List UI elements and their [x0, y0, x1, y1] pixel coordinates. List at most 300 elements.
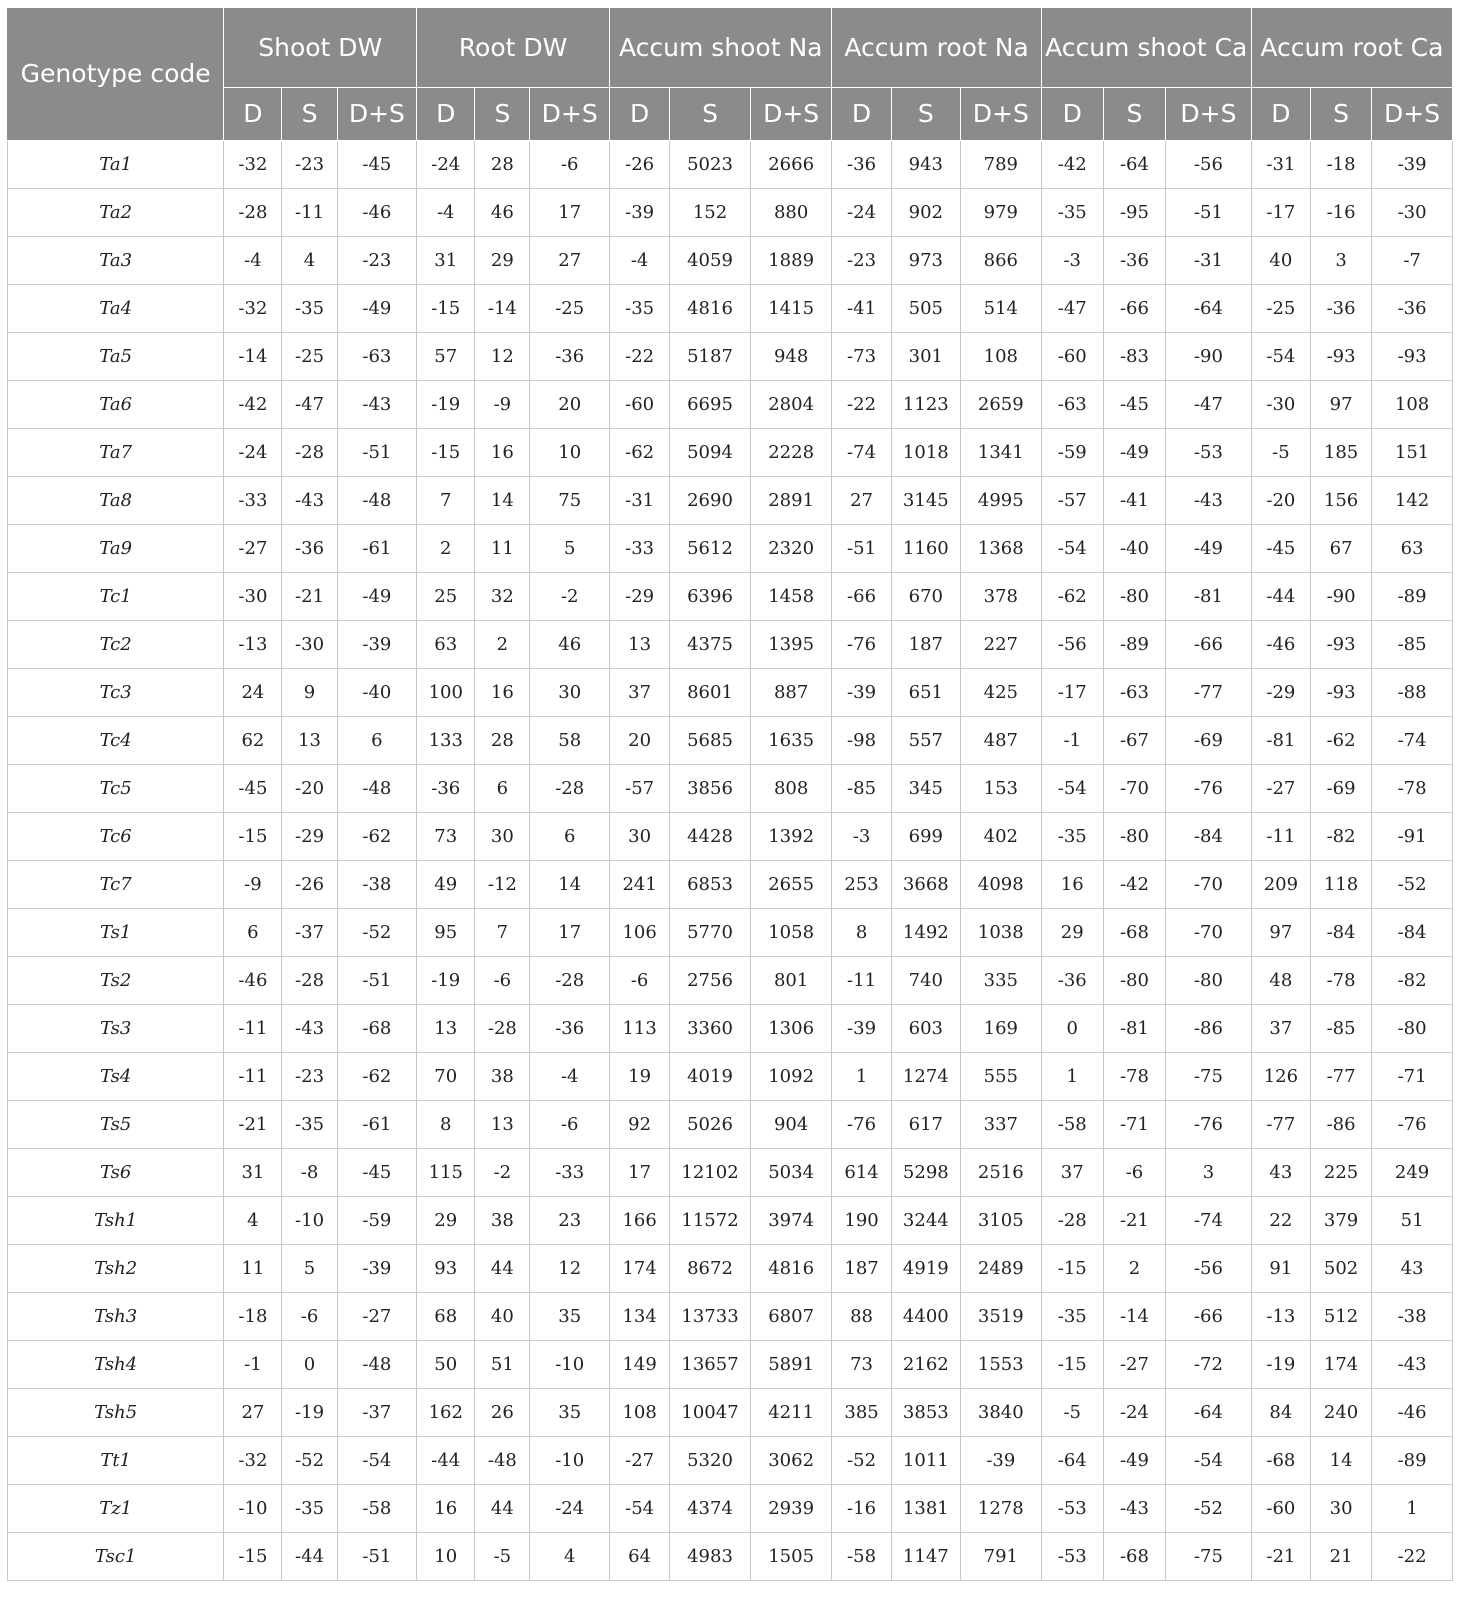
value-cell: 4 — [282, 237, 337, 285]
table-row — [8, 285, 1453, 333]
value-cell: 4816 — [750, 1245, 832, 1293]
value-cell: 40 — [475, 1293, 530, 1341]
value-cell: 7 — [417, 477, 475, 525]
value-cell: -82 — [1310, 813, 1371, 861]
value-cell: 12 — [530, 1245, 610, 1293]
value-cell: 13 — [475, 1101, 530, 1149]
value-cell: -20 — [1251, 477, 1310, 525]
value-cell: 151 — [1372, 429, 1453, 477]
value-cell: 68 — [417, 1293, 475, 1341]
value-cell: 603 — [891, 1005, 960, 1053]
genotype-code-cell: Ts2 — [8, 957, 224, 1005]
value-cell: 5298 — [891, 1149, 960, 1197]
value-cell: -23 — [282, 1053, 337, 1101]
value-cell: -5 — [1251, 429, 1310, 477]
value-cell: -54 — [1251, 333, 1310, 381]
value-cell: 63 — [417, 621, 475, 669]
table-row — [8, 861, 1453, 909]
subheader-s: S — [891, 88, 960, 141]
value-cell: 30 — [610, 813, 670, 861]
value-cell: -22 — [832, 381, 891, 429]
value-cell: 29 — [475, 237, 530, 285]
value-cell: 4816 — [670, 285, 751, 333]
value-cell: -44 — [282, 1533, 337, 1581]
subheader-s: S — [1103, 88, 1165, 141]
value-cell: -17 — [1041, 669, 1103, 717]
table-row — [8, 333, 1453, 381]
value-cell: 6 — [530, 813, 610, 861]
value-cell: 88 — [832, 1293, 891, 1341]
value-cell: -6 — [610, 957, 670, 1005]
value-cell: 3 — [1166, 1149, 1252, 1197]
table-row — [8, 573, 1453, 621]
value-cell: -2 — [530, 573, 610, 621]
value-cell: -4 — [610, 237, 670, 285]
value-cell: -46 — [224, 957, 282, 1005]
table-row — [8, 621, 1453, 669]
value-cell: 166 — [610, 1197, 670, 1245]
subheader-d: D — [1251, 88, 1310, 141]
value-cell: -39 — [832, 669, 891, 717]
value-cell: 10047 — [670, 1389, 751, 1437]
value-cell: -15 — [1041, 1245, 1103, 1293]
value-cell: 5 — [530, 525, 610, 573]
value-cell: 5891 — [750, 1341, 832, 1389]
value-cell: -21 — [1103, 1197, 1165, 1245]
value-cell: 19 — [610, 1053, 670, 1101]
value-cell: 108 — [961, 333, 1042, 381]
value-cell: -70 — [1103, 765, 1165, 813]
table-row — [8, 237, 1453, 285]
value-cell: -43 — [1166, 477, 1252, 525]
value-cell: -82 — [1372, 957, 1453, 1005]
value-cell: 1092 — [750, 1053, 832, 1101]
value-cell: -26 — [610, 141, 670, 189]
group-header-accum-root-ca: Accum root Ca — [1251, 8, 1452, 88]
value-cell: -35 — [1041, 189, 1103, 237]
value-cell: -36 — [1310, 285, 1371, 333]
value-cell: -31 — [1166, 237, 1252, 285]
value-cell: -52 — [282, 1437, 337, 1485]
value-cell: 24 — [224, 669, 282, 717]
value-cell: 1274 — [891, 1053, 960, 1101]
value-cell: -76 — [1372, 1101, 1453, 1149]
value-cell: -78 — [1372, 765, 1453, 813]
genotype-code-cell: Tc1 — [8, 573, 224, 621]
value-cell: -45 — [337, 141, 417, 189]
value-cell: -39 — [1372, 141, 1453, 189]
genotype-code-cell: Ta1 — [8, 141, 224, 189]
value-cell: -40 — [1103, 525, 1165, 573]
value-cell: 6 — [475, 765, 530, 813]
genotype-code-cell: Tz1 — [8, 1485, 224, 1533]
value-cell: -35 — [282, 1101, 337, 1149]
value-cell: -30 — [224, 573, 282, 621]
value-cell: -51 — [832, 525, 891, 573]
value-cell: -39 — [610, 189, 670, 237]
subheader-s: S — [670, 88, 751, 141]
value-cell: -52 — [832, 1437, 891, 1485]
value-cell: -21 — [282, 573, 337, 621]
value-cell: -90 — [1166, 333, 1252, 381]
value-cell: 225 — [1310, 1149, 1371, 1197]
value-cell: 1381 — [891, 1485, 960, 1533]
value-cell: 113 — [610, 1005, 670, 1053]
value-cell: 6 — [224, 909, 282, 957]
value-cell: -72 — [1166, 1341, 1252, 1389]
value-cell: 979 — [961, 189, 1042, 237]
value-cell: 5320 — [670, 1437, 751, 1485]
value-cell: 378 — [961, 573, 1042, 621]
value-cell: 63 — [1372, 525, 1453, 573]
value-cell: 97 — [1310, 381, 1371, 429]
value-cell: -49 — [337, 285, 417, 333]
value-cell: -2 — [475, 1149, 530, 1197]
value-cell: 5094 — [670, 429, 751, 477]
value-cell: 670 — [891, 573, 960, 621]
value-cell: 75 — [530, 477, 610, 525]
value-cell: -83 — [1103, 333, 1165, 381]
value-cell: 1011 — [891, 1437, 960, 1485]
group-header-root-dw: Root DW — [417, 8, 610, 88]
value-cell: 887 — [750, 669, 832, 717]
value-cell: -4 — [530, 1053, 610, 1101]
value-cell: -24 — [832, 189, 891, 237]
genotype-code-cell: Tc5 — [8, 765, 224, 813]
value-cell: -13 — [1251, 1293, 1310, 1341]
value-cell: -58 — [832, 1533, 891, 1581]
value-cell: 3062 — [750, 1437, 832, 1485]
value-cell: -66 — [832, 573, 891, 621]
value-cell: -36 — [1103, 237, 1165, 285]
value-cell: -64 — [1166, 285, 1252, 333]
value-cell: -70 — [1166, 861, 1252, 909]
value-cell: -51 — [337, 1533, 417, 1581]
value-cell: 335 — [961, 957, 1042, 1005]
value-cell: 126 — [1251, 1053, 1310, 1101]
value-cell: -10 — [530, 1437, 610, 1485]
value-cell: -46 — [1372, 1389, 1453, 1437]
value-cell: 28 — [475, 141, 530, 189]
value-cell: -74 — [832, 429, 891, 477]
value-cell: 31 — [417, 237, 475, 285]
value-cell: 29 — [417, 1197, 475, 1245]
value-cell: 801 — [750, 957, 832, 1005]
value-cell: 617 — [891, 1101, 960, 1149]
table-row — [8, 957, 1453, 1005]
value-cell: 162 — [417, 1389, 475, 1437]
value-cell: 11 — [475, 525, 530, 573]
value-cell: 973 — [891, 237, 960, 285]
value-cell: -20 — [282, 765, 337, 813]
value-cell: 402 — [961, 813, 1042, 861]
value-cell: -77 — [1166, 669, 1252, 717]
value-cell: -15 — [417, 285, 475, 333]
value-cell: 174 — [1310, 1341, 1371, 1389]
value-cell: 3856 — [670, 765, 751, 813]
value-cell: -28 — [475, 1005, 530, 1053]
value-cell: -14 — [475, 285, 530, 333]
value-cell: -30 — [1251, 381, 1310, 429]
subheader-dpluss: D+S — [1166, 88, 1252, 141]
value-cell: -35 — [282, 1485, 337, 1533]
value-cell: 97 — [1251, 909, 1310, 957]
value-cell: -80 — [1166, 957, 1252, 1005]
value-cell: -86 — [1310, 1101, 1371, 1149]
value-cell: -68 — [1103, 1533, 1165, 1581]
genotype-code-cell: Ta4 — [8, 285, 224, 333]
value-cell: -66 — [1103, 285, 1165, 333]
value-cell: -28 — [1041, 1197, 1103, 1245]
value-cell: -18 — [224, 1293, 282, 1341]
value-cell: -85 — [1372, 621, 1453, 669]
value-cell: 1368 — [961, 525, 1042, 573]
table-row — [8, 381, 1453, 429]
value-cell: -54 — [610, 1485, 670, 1533]
value-cell: 557 — [891, 717, 960, 765]
value-cell: 4211 — [750, 1389, 832, 1437]
value-cell: -57 — [610, 765, 670, 813]
value-cell: -48 — [337, 765, 417, 813]
genotype-code-cell: Tsc1 — [8, 1533, 224, 1581]
value-cell: 2690 — [670, 477, 751, 525]
table-row — [8, 1485, 1453, 1533]
value-cell: 67 — [1310, 525, 1371, 573]
value-cell: 187 — [832, 1245, 891, 1293]
value-cell: -5 — [1041, 1389, 1103, 1437]
value-cell: -16 — [1310, 189, 1371, 237]
value-cell: -48 — [475, 1437, 530, 1485]
value-cell: -46 — [1251, 621, 1310, 669]
value-cell: -36 — [1041, 957, 1103, 1005]
value-cell: -74 — [1372, 717, 1453, 765]
value-cell: -68 — [1103, 909, 1165, 957]
value-cell: 1415 — [750, 285, 832, 333]
value-cell: 6 — [337, 717, 417, 765]
value-cell: -11 — [832, 957, 891, 1005]
value-cell: 2756 — [670, 957, 751, 1005]
value-cell: -61 — [337, 525, 417, 573]
value-cell: 253 — [832, 861, 891, 909]
value-cell: 3244 — [891, 1197, 960, 1245]
value-cell: 84 — [1251, 1389, 1310, 1437]
value-cell: -62 — [1041, 573, 1103, 621]
table-row — [8, 1293, 1453, 1341]
value-cell: -88 — [1372, 669, 1453, 717]
value-cell: -7 — [1372, 237, 1453, 285]
value-cell: 48 — [1251, 957, 1310, 1005]
value-cell: -38 — [1372, 1293, 1453, 1341]
value-cell: 46 — [530, 621, 610, 669]
value-cell: -89 — [1372, 1437, 1453, 1485]
value-cell: -41 — [832, 285, 891, 333]
value-cell: -27 — [337, 1293, 417, 1341]
value-cell: -91 — [1372, 813, 1453, 861]
value-cell: -23 — [337, 237, 417, 285]
table-row — [8, 669, 1453, 717]
value-cell: 28 — [475, 717, 530, 765]
genotype-code-header: Genotype code — [8, 8, 224, 141]
value-cell: 3 — [1310, 237, 1371, 285]
value-cell: 149 — [610, 1341, 670, 1389]
value-cell: -84 — [1310, 909, 1371, 957]
value-cell: 740 — [891, 957, 960, 1005]
value-cell: 614 — [832, 1149, 891, 1197]
value-cell: 93 — [417, 1245, 475, 1293]
subheader-d: D — [1041, 88, 1103, 141]
value-cell: 2666 — [750, 141, 832, 189]
value-cell: -60 — [1251, 1485, 1310, 1533]
value-cell: -53 — [1166, 429, 1252, 477]
value-cell: -6 — [530, 1101, 610, 1149]
value-cell: 8672 — [670, 1245, 751, 1293]
value-cell: -60 — [1041, 333, 1103, 381]
value-cell: 240 — [1310, 1389, 1371, 1437]
value-cell: -57 — [1041, 477, 1103, 525]
genotype-code-cell: Ta8 — [8, 477, 224, 525]
value-cell: 10 — [417, 1533, 475, 1581]
value-cell: 30 — [1310, 1485, 1371, 1533]
value-cell: -86 — [1166, 1005, 1252, 1053]
value-cell: 14 — [530, 861, 610, 909]
value-cell: 1 — [832, 1053, 891, 1101]
value-cell: 58 — [530, 717, 610, 765]
value-cell: -27 — [1251, 765, 1310, 813]
value-cell: -35 — [1041, 1293, 1103, 1341]
value-cell: -76 — [832, 621, 891, 669]
value-cell: 2489 — [961, 1245, 1042, 1293]
value-cell: -29 — [282, 813, 337, 861]
value-cell: 4098 — [961, 861, 1042, 909]
value-cell: -53 — [1041, 1485, 1103, 1533]
table-row — [8, 477, 1453, 525]
value-cell: -8 — [282, 1149, 337, 1197]
value-cell: 13 — [282, 717, 337, 765]
genotype-code-cell: Tt1 — [8, 1437, 224, 1485]
value-cell: -80 — [1372, 1005, 1453, 1053]
value-cell: 190 — [832, 1197, 891, 1245]
value-cell: 30 — [475, 813, 530, 861]
value-cell: -33 — [610, 525, 670, 573]
table-row — [8, 1389, 1453, 1437]
value-cell: -63 — [337, 333, 417, 381]
value-cell: 2320 — [750, 525, 832, 573]
value-cell: -47 — [282, 381, 337, 429]
value-cell: 1492 — [891, 909, 960, 957]
value-cell: -16 — [832, 1485, 891, 1533]
value-cell: 345 — [891, 765, 960, 813]
value-cell: -36 — [530, 333, 610, 381]
value-cell: -18 — [1310, 141, 1371, 189]
value-cell: -6 — [475, 957, 530, 1005]
value-cell: 4919 — [891, 1245, 960, 1293]
value-cell: -9 — [224, 861, 282, 909]
value-cell: -98 — [832, 717, 891, 765]
value-cell: 11572 — [670, 1197, 751, 1245]
table-row — [8, 909, 1453, 957]
value-cell: -31 — [1251, 141, 1310, 189]
value-cell: 27 — [224, 1389, 282, 1437]
value-cell: 2655 — [750, 861, 832, 909]
value-cell: 385 — [832, 1389, 891, 1437]
value-cell: -24 — [417, 141, 475, 189]
value-cell: 17 — [530, 189, 610, 237]
value-cell: -80 — [1103, 957, 1165, 1005]
value-cell: -27 — [224, 525, 282, 573]
value-cell: -48 — [337, 477, 417, 525]
value-cell: -46 — [337, 189, 417, 237]
value-cell: 2 — [417, 525, 475, 573]
value-cell: 4059 — [670, 237, 751, 285]
genotype-code-cell: Tc3 — [8, 669, 224, 717]
table-header — [8, 8, 1453, 141]
value-cell: 514 — [961, 285, 1042, 333]
value-cell: -11 — [224, 1005, 282, 1053]
value-cell: 5026 — [670, 1101, 751, 1149]
value-cell: -36 — [832, 141, 891, 189]
value-cell: -52 — [337, 909, 417, 957]
value-cell: -36 — [530, 1005, 610, 1053]
value-cell: 0 — [282, 1341, 337, 1389]
value-cell: -77 — [1251, 1101, 1310, 1149]
value-cell: -61 — [337, 1101, 417, 1149]
table-body — [8, 141, 1453, 1581]
value-cell: -43 — [337, 381, 417, 429]
subheader-s: S — [475, 88, 530, 141]
value-cell: -45 — [1103, 381, 1165, 429]
value-cell: -19 — [1251, 1341, 1310, 1389]
subheader-d: D — [610, 88, 670, 141]
value-cell: 1395 — [750, 621, 832, 669]
value-cell: 1 — [1041, 1053, 1103, 1101]
value-cell: -71 — [1372, 1053, 1453, 1101]
value-cell: 16 — [417, 1485, 475, 1533]
value-cell: -3 — [832, 813, 891, 861]
value-cell: 227 — [961, 621, 1042, 669]
subheader-s: S — [282, 88, 337, 141]
value-cell: 209 — [1251, 861, 1310, 909]
value-cell: 902 — [891, 189, 960, 237]
value-cell: 1505 — [750, 1533, 832, 1581]
value-cell: 301 — [891, 333, 960, 381]
value-cell: 5034 — [750, 1149, 832, 1197]
value-cell: 487 — [961, 717, 1042, 765]
value-cell: 1058 — [750, 909, 832, 957]
value-cell: 13657 — [670, 1341, 751, 1389]
value-cell: -95 — [1103, 189, 1165, 237]
value-cell: -69 — [1166, 717, 1252, 765]
table-row — [8, 717, 1453, 765]
value-cell: -75 — [1166, 1533, 1252, 1581]
value-cell: -4 — [417, 189, 475, 237]
value-cell: -32 — [224, 1437, 282, 1485]
value-cell: 7 — [475, 909, 530, 957]
value-cell: 11 — [224, 1245, 282, 1293]
value-cell: -32 — [224, 141, 282, 189]
value-cell: 904 — [750, 1101, 832, 1149]
value-cell: 1123 — [891, 381, 960, 429]
value-cell: 4428 — [670, 813, 751, 861]
value-cell: 3840 — [961, 1389, 1042, 1437]
value-cell: 14 — [1310, 1437, 1371, 1485]
value-cell: 948 — [750, 333, 832, 381]
genotype-code-cell: Ta2 — [8, 189, 224, 237]
value-cell: 44 — [475, 1485, 530, 1533]
value-cell: 64 — [610, 1533, 670, 1581]
value-cell: 118 — [1310, 861, 1371, 909]
value-cell: -13 — [224, 621, 282, 669]
value-cell: -25 — [1251, 285, 1310, 333]
